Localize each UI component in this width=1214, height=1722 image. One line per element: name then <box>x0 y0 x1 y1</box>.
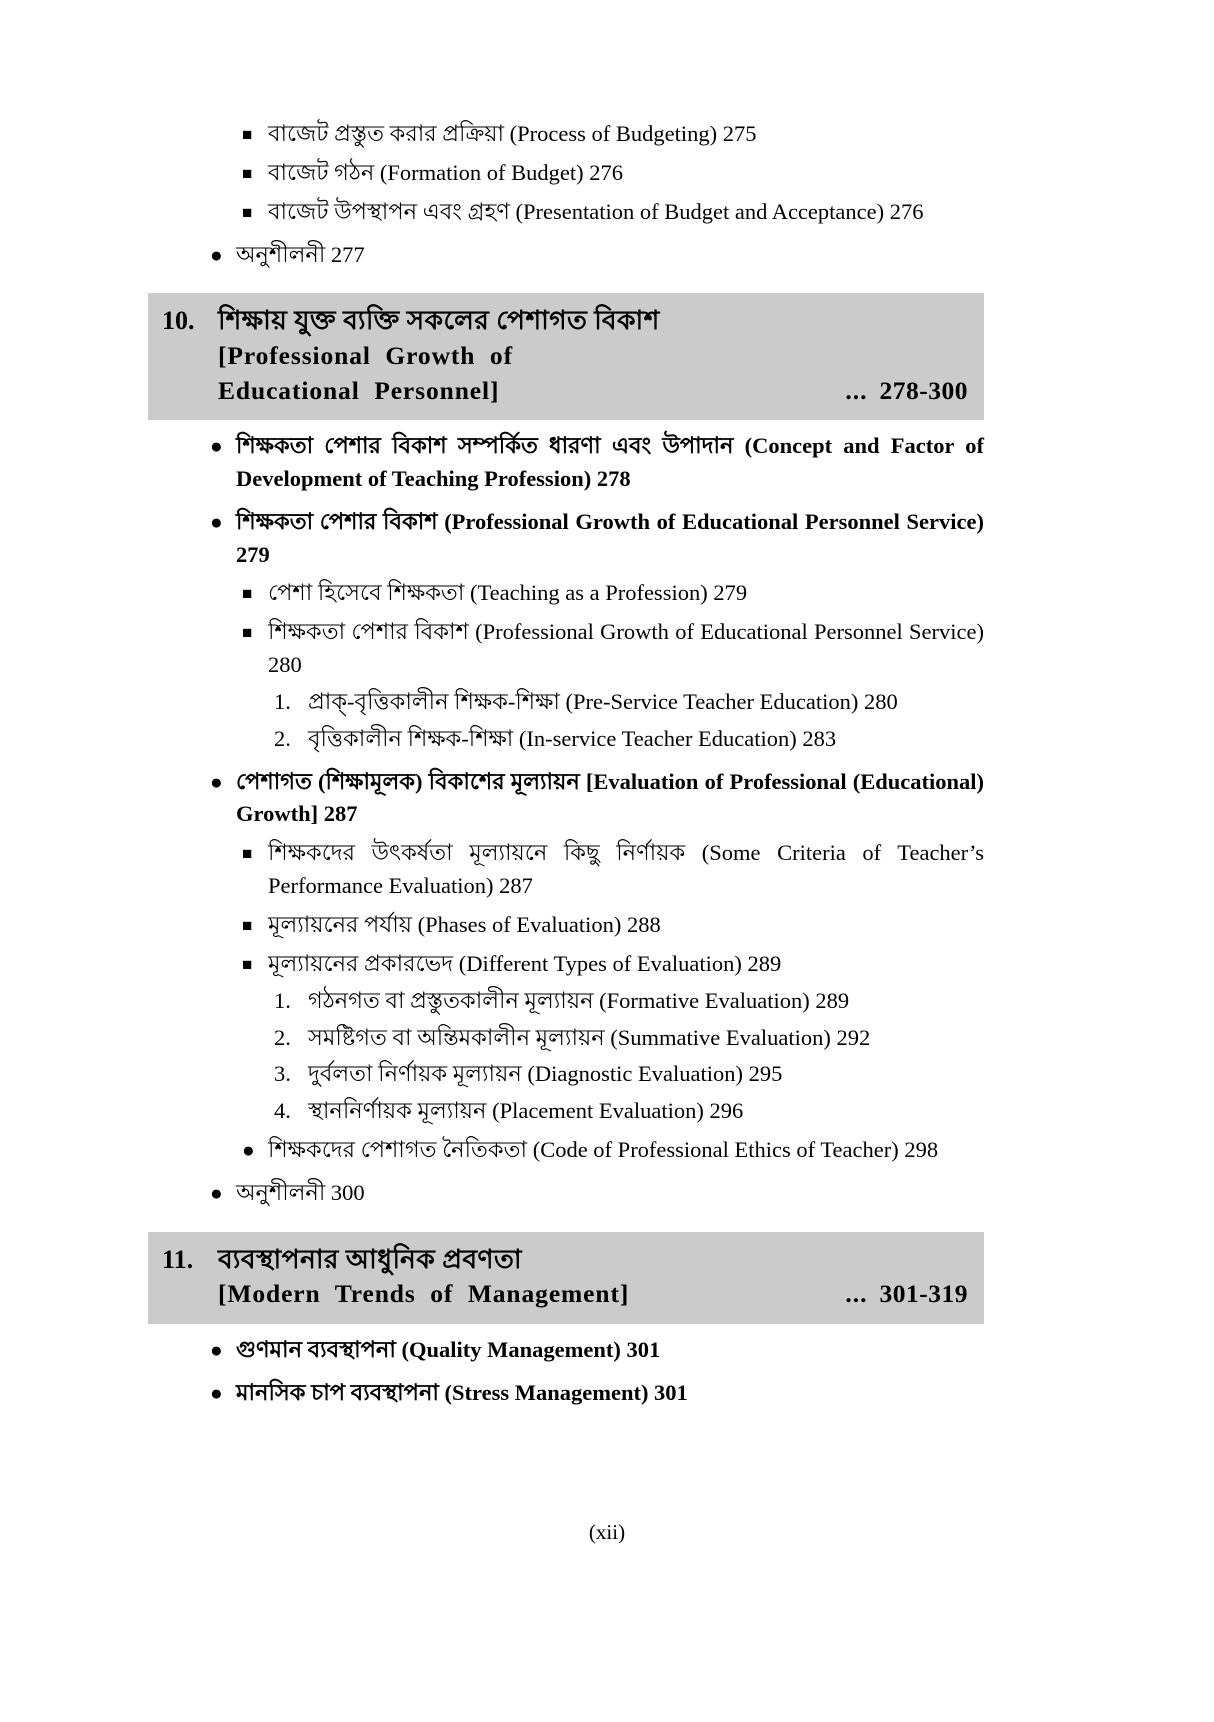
list-item-label: বাজেট প্রস্তুত করার প্রক্রিয়া (Process of Budgeting) 275 <box>268 121 757 146</box>
list-item-label: অনুশীলনী 300 <box>236 1179 365 1205</box>
chapter-page-range: 301-319 <box>879 1279 968 1309</box>
square-bullet-icon: ■ <box>242 584 253 604</box>
list-item-number: 2. <box>274 725 291 751</box>
square-bullet-icon: ■ <box>242 623 253 643</box>
list-item-number: 3. <box>274 1061 291 1087</box>
list-item <box>148 506 984 572</box>
list-item <box>148 430 984 496</box>
previous-chapter-items <box>148 118 984 271</box>
list-item-label: গুণমান ব্যবস্থাপনা (Quality Management) 301 <box>236 1336 661 1362</box>
round-bullet-icon: ● <box>210 1180 223 1205</box>
list-item-number: 2. <box>274 1024 291 1050</box>
chapter-title-english-row2 <box>218 374 970 408</box>
list-item <box>148 239 984 272</box>
square-bullet-icon: ■ <box>242 844 253 864</box>
list-item <box>148 985 984 1018</box>
chapter-title-row <box>162 303 970 339</box>
chapter-10-items <box>148 430 984 1210</box>
list-item <box>148 766 984 832</box>
chapter-title-bengali: শিক্ষায় যুক্ত ব্যক্তি সকলের পেশাগত বিকাশ <box>218 305 660 336</box>
list-item-label: মূল্যায়নের প্রকারভেদ (Different Types of Evaluation) 289 <box>268 950 782 976</box>
round-bullet-icon: ● <box>210 434 223 459</box>
list-item <box>148 1058 984 1091</box>
chapter-page-range-wrap <box>845 1277 970 1311</box>
list-item <box>148 686 984 719</box>
list-item-label: সমষ্টিগত বা অন্তিমকালীন মূল্যায়ন (Summative Evaluation) 292 <box>308 1024 871 1050</box>
list-item-label: স্থাননির্ণায়ক মূল্যায়ন (Placement Evaluation) 296 <box>308 1098 744 1124</box>
list-item <box>148 157 984 190</box>
list-item-label: পেশা হিসেবে শিক্ষকতা (Teaching as a Profession) 279 <box>268 580 748 606</box>
list-item <box>148 577 984 610</box>
list-item <box>148 1177 984 1210</box>
leader-dots: ... <box>845 1279 868 1309</box>
chapter-page-range-wrap <box>845 374 970 408</box>
round-bullet-icon: ● <box>210 1380 223 1405</box>
list-item-label: অনুশীলনী 277 <box>236 241 365 267</box>
square-bullet-icon: ■ <box>242 954 253 974</box>
chapter-11-items <box>148 1334 984 1410</box>
list-item-label: মূল্যায়নের পর্যায় (Phases of Evaluation) 288 <box>268 912 661 938</box>
list-item <box>148 909 984 942</box>
list-item <box>148 1095 984 1128</box>
list-item <box>148 1377 984 1410</box>
round-bullet-icon: ● <box>242 1138 255 1163</box>
page-folio: (xii) <box>588 1520 626 1544</box>
list-item-label: শিক্ষকদের উৎকর্ষতা মূল্যায়নে কিছু নির্ণায়ক (Some Criteria of Teacher’s Performance Evaluation) 287 <box>268 840 984 899</box>
chapter-page-range: 278-300 <box>879 375 968 405</box>
list-item-label: বাজেট উপস্থাপন এবং গ্রহণ (Presentation of Budget and Acceptance) 276 <box>268 198 924 224</box>
list-item-label: গঠনগত বা প্রস্তুতকালীন মূল্যায়ন (Formative Evaluation) 289 <box>308 987 850 1013</box>
list-item-number: 1. <box>274 987 291 1013</box>
round-bullet-icon: ● <box>210 769 223 794</box>
list-item-number: 4. <box>274 1098 291 1124</box>
list-item <box>148 1134 984 1167</box>
chapter-header-10 <box>148 293 984 420</box>
chapter-title-row <box>162 1242 970 1278</box>
list-item-label: মানসিক চাপ ব্যবস্থাপনা (Stress Management) 301 <box>236 1379 688 1405</box>
round-bullet-icon: ● <box>210 509 223 534</box>
list-item-label: বৃত্তিকালীন শিক্ষক-শিক্ষা (In-service Teacher Education) 283 <box>308 725 837 751</box>
list-item-label: শিক্ষকতা পেশার বিকাশ সম্পর্কিত ধারণা এবং উপাদান (Concept and Factor of Development of Teaching Profession) 278 <box>236 433 984 491</box>
square-bullet-icon: ■ <box>242 163 253 183</box>
list-item <box>148 616 984 682</box>
list-item-label: শিক্ষকদের পেশাগত নৈতিকতা (Code of Professional Ethics of Teacher) 298 <box>268 1137 939 1163</box>
round-bullet-icon: ● <box>210 1337 223 1362</box>
list-item-label: বাজেট গঠন (Formation of Budget) 276 <box>268 159 624 185</box>
chapter-title-english-line1: [Professional Growth of <box>218 340 513 370</box>
list-item <box>148 1022 984 1055</box>
toc-content <box>148 112 984 1409</box>
square-bullet-icon: ■ <box>242 916 253 936</box>
chapter-header-11 <box>148 1232 984 1324</box>
list-item-label: প্রাক্-বৃত্তিকালীন শিক্ষক-শিক্ষা (Pre-Service Teacher Education) 280 <box>308 688 898 714</box>
chapter-title-english-line1: [Modern Trends of Management] <box>218 1279 630 1309</box>
list-item-label: দুর্বলতা নির্ণায়ক মূল্যায়ন (Diagnostic Evaluation) 295 <box>308 1061 783 1087</box>
list-item <box>148 196 984 229</box>
list-item <box>148 948 984 981</box>
round-bullet-icon: ● <box>210 242 223 267</box>
square-bullet-icon: ■ <box>242 125 253 144</box>
list-item-label: পেশাগত (শিক্ষামূলক) বিকাশের মূল্যায়ন [Evaluation of Professional (Educational) Growth] 287 <box>236 768 984 827</box>
list-item-number: 1. <box>274 688 291 714</box>
list-item-label: শিক্ষকতা পেশার বিকাশ (Professional Growth of Educational Personnel Service) 279 <box>236 508 984 567</box>
chapter-number: 11. <box>162 1244 194 1274</box>
chapter-number: 10. <box>162 306 195 336</box>
list-item <box>148 723 984 756</box>
chapter-title-english-row2 <box>218 1277 970 1311</box>
square-bullet-icon: ■ <box>242 202 253 222</box>
list-item-label: শিক্ষকতা পেশার বিকাশ (Professional Growth of Educational Personnel Service) 280 <box>268 619 984 678</box>
leader-dots: ... <box>845 375 868 405</box>
list-item <box>148 1334 984 1367</box>
chapter-title-bengali: ব্যবস্থাপনার আধুনিক প্রবণতা <box>218 1243 522 1274</box>
list-item <box>148 837 984 903</box>
list-item <box>148 118 984 151</box>
chapter-title-english-line2: Educational Personnel] <box>218 375 500 405</box>
